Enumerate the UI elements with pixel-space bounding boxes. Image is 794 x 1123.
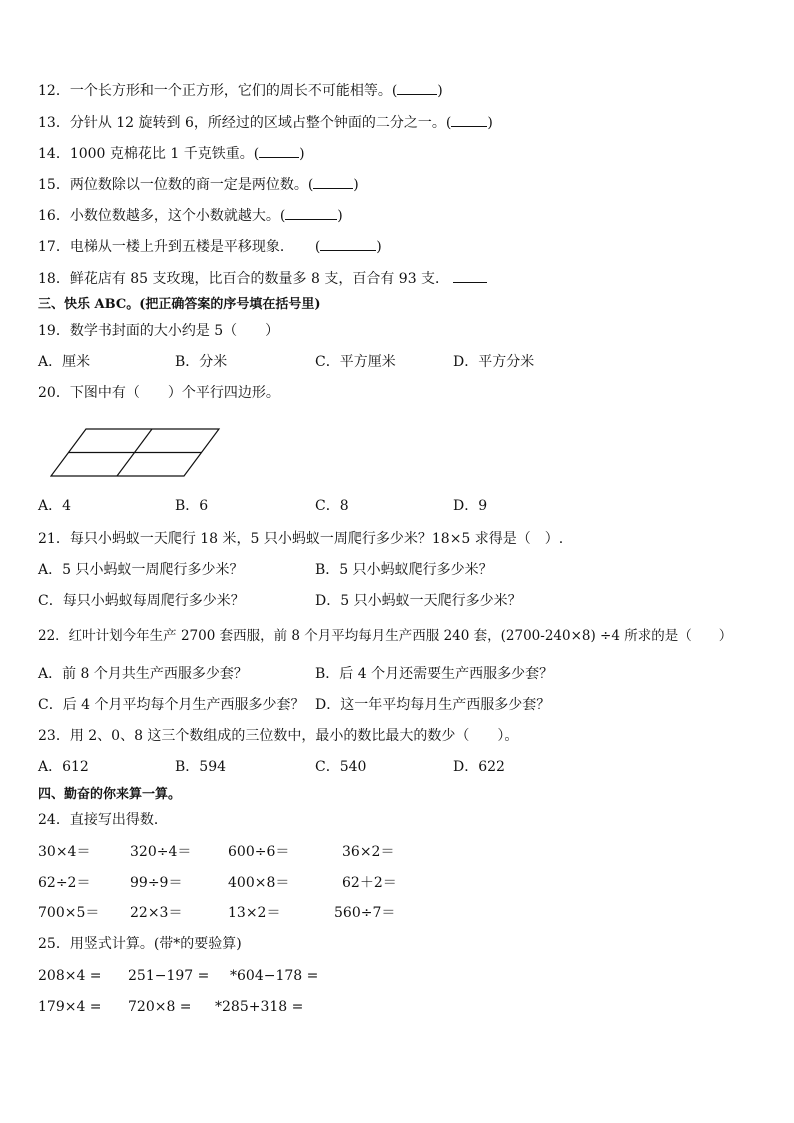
question-18 bbox=[38, 270, 487, 288]
question-16: 16．小数位数越多，这个小数就越大。( ) bbox=[38, 208, 343, 224]
calc-item[interactable]: 13×2＝ bbox=[228, 905, 281, 921]
question-21: 21．每只小蚂蚁一天爬行 18 米，5 只小蚂蚁一周爬行多少米？18×5 求得是（ ）. bbox=[38, 531, 564, 547]
calc-item[interactable]: 400×8＝ bbox=[228, 875, 290, 891]
option-c[interactable]: C．平方厘米 bbox=[315, 354, 396, 370]
option-d[interactable]: D．平方分米 bbox=[453, 354, 535, 370]
question-text: 14．1000 克棉花比 1 千克铁重。( bbox=[38, 146, 260, 162]
calc-item[interactable]: 700×5＝ bbox=[38, 905, 100, 921]
option-a[interactable]: A．4 bbox=[38, 498, 72, 514]
calc-item[interactable]: 208×4 = bbox=[38, 968, 102, 984]
question-text: 15．两位数除以一位数的商一定是两位数。( bbox=[38, 177, 314, 193]
question-12: 12．一个长方形和一个正方形，它们的周长不可能相等。( ) bbox=[38, 83, 443, 99]
calc-item[interactable]: 600÷6＝ bbox=[228, 844, 290, 860]
answer-blank[interactable] bbox=[453, 270, 487, 283]
option-b[interactable]: B．后 4 个月还需要生产西服多少套？ bbox=[315, 666, 554, 682]
calc-item[interactable]: 62÷2＝ bbox=[38, 875, 91, 891]
option-c[interactable]: C．540 bbox=[315, 759, 367, 775]
option-c[interactable]: C．每只小蚂蚁每周爬行多少米？ bbox=[38, 593, 245, 609]
option-c[interactable]: C．8 bbox=[315, 498, 349, 514]
option-d[interactable]: D．622 bbox=[453, 759, 505, 775]
option-a[interactable]: A．厘米 bbox=[38, 354, 91, 370]
option-d[interactable]: D．这一年平均每月生产西服多少套？ bbox=[315, 697, 551, 713]
option-a[interactable]: A．5 只小蚂蚁一周爬行多少米？ bbox=[38, 562, 244, 578]
option-b[interactable]: B．5 只小蚂蚁爬行多少米？ bbox=[315, 562, 493, 578]
question-19: 19．数学书封面的大小约是 5（ ） bbox=[38, 323, 280, 339]
option-b[interactable]: B．分米 bbox=[175, 354, 228, 370]
question-text: 12．一个长方形和一个正方形，它们的周长不可能相等。( bbox=[38, 83, 398, 99]
question-text: 18．鲜花店有 85 支玫瑰，比百合的数量多 8 支，百合有 93 支． bbox=[38, 271, 450, 287]
parallelogram-figure bbox=[50, 428, 222, 478]
option-b[interactable]: B．6 bbox=[175, 498, 209, 514]
answer-blank[interactable] bbox=[313, 176, 353, 189]
calc-item[interactable]: 251−197 = bbox=[128, 968, 210, 984]
question-text: 16．小数位数越多，这个小数就越大。( bbox=[38, 208, 286, 224]
option-c[interactable]: C．后 4 个月平均每个月生产西服多少套？ bbox=[38, 697, 305, 713]
calc-item[interactable]: 320÷4＝ bbox=[130, 844, 192, 860]
question-14: 14．1000 克棉花比 1 千克铁重。( ) bbox=[38, 146, 305, 162]
answer-blank[interactable] bbox=[320, 238, 376, 251]
calc-item[interactable]: *285+318 = bbox=[215, 999, 304, 1015]
section-4-title: 四、勤奋的你来算一算。 bbox=[38, 787, 182, 802]
question-13: 13．分针从 12 旋转到 6，所经过的区域占整个钟面的二分之一。( ) bbox=[38, 115, 493, 131]
section-3-title: 三、快乐 ABC。(把正确答案的序号填在括号里) bbox=[38, 297, 321, 312]
calc-item[interactable]: 720×8 = bbox=[128, 999, 192, 1015]
calc-item[interactable]: *604−178 = bbox=[230, 968, 319, 984]
option-b[interactable]: B．594 bbox=[175, 759, 227, 775]
answer-blank[interactable] bbox=[285, 207, 337, 220]
question-text: 17．电梯从一楼上升到五楼是平移现象． ( bbox=[38, 239, 321, 255]
answer-blank[interactable] bbox=[397, 82, 437, 95]
option-a[interactable]: A．612 bbox=[38, 759, 89, 775]
question-15: 15．两位数除以一位数的商一定是两位数。( ) bbox=[38, 177, 359, 193]
calc-item[interactable]: 36×2＝ bbox=[342, 844, 395, 860]
question-24: 24．直接写出得数． bbox=[38, 812, 168, 828]
question-20: 20．下图中有（ ）个平行四边形。 bbox=[38, 385, 280, 401]
calc-item[interactable]: 30×4＝ bbox=[38, 844, 91, 860]
question-22: 22．红叶计划今年生产 2700 套西服，前 8 个月平均每月生产西服 240 套，(2700-240×8) ÷4 所求的是（ ） bbox=[38, 628, 733, 644]
calc-item[interactable]: 62＋2＝ bbox=[342, 875, 397, 891]
calc-item[interactable]: 99÷9＝ bbox=[130, 875, 183, 891]
answer-blank[interactable] bbox=[259, 145, 299, 158]
question-23: 23．用 2、0、8 这三个数组成的三位数中，最小的数比最大的数少（ ）。 bbox=[38, 728, 519, 744]
option-d[interactable]: D．9 bbox=[453, 498, 488, 514]
calc-item[interactable]: 22×3＝ bbox=[130, 905, 183, 921]
calc-item[interactable]: 560÷7＝ bbox=[334, 905, 396, 921]
option-d[interactable]: D．5 只小蚂蚁一天爬行多少米？ bbox=[315, 593, 522, 609]
question-25: 25．用竖式计算。(带*的要验算) bbox=[38, 936, 242, 952]
question-text: 13．分针从 12 旋转到 6，所经过的区域占整个钟面的二分之一。( bbox=[38, 115, 452, 131]
calc-item[interactable]: 179×4 = bbox=[38, 999, 102, 1015]
option-a[interactable]: A．前 8 个月共生产西服多少套？ bbox=[38, 666, 248, 682]
answer-blank[interactable] bbox=[451, 114, 487, 127]
question-17: 17．电梯从一楼上升到五楼是平移现象． ( ) bbox=[38, 239, 382, 255]
